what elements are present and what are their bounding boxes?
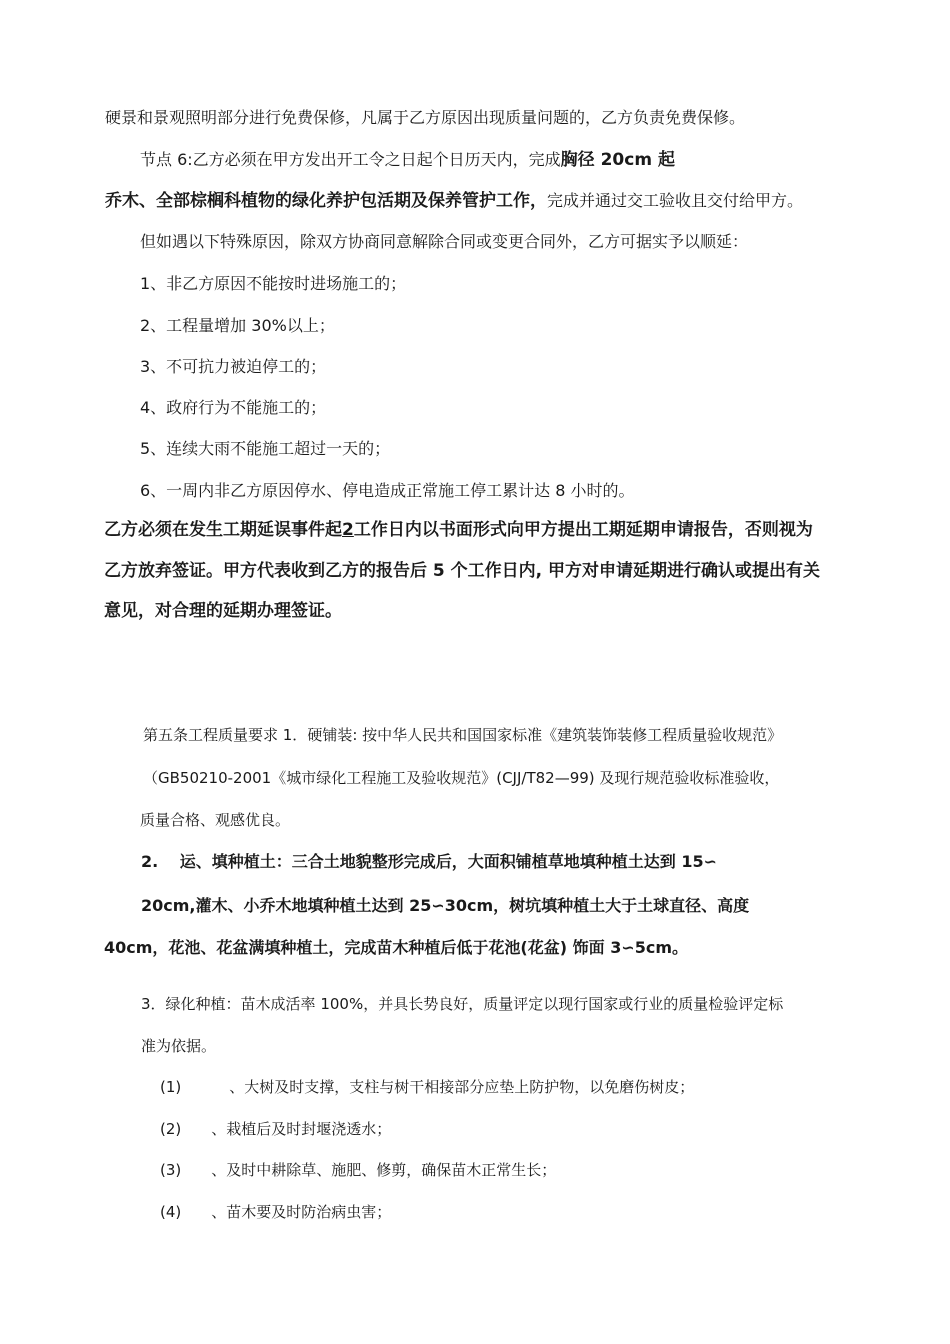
sub-item-text: 、大树及时支撑，支柱与树干相接部分应垫上防护物，以免磨伤树皮； [229,1078,695,1096]
list-item: 2、工程量增加 30%以上； [140,316,335,335]
paragraph-delay-line2: 乙方放弃签证。甲方代表收到乙方的报告后 5 个工作日内, 甲方对申请延期进行确认或提出有关 [104,561,821,581]
node6-bold-text: 胸径 20cm 起 [560,150,675,170]
delay-days-number: 2 [342,520,354,540]
article5-line2: （GB50210-2001《城市绿化工程施工及验收规范》(CJJ/T82—99) 及现行规范验收标准验收， [143,769,780,787]
sub-item-text: 、及时中耕除草、施肥、修剪，确保苗木正常生长； [211,1161,557,1179]
paragraph-delay-line3: 意见，对合理的延期办理签证。 [104,601,342,621]
list-item: 4、政府行为不能施工的； [140,398,327,417]
list-item: 5、连续大雨不能施工超过一天的； [140,439,391,458]
item2-line1: 2. 运、填种植土：三合土地貌整形完成后，大面积铺植草地填种植土达到 15∽ [141,852,718,871]
sub-item-number: (2) [160,1120,182,1138]
sub-item-text: 、栽植后及时封堰浇透水； [211,1120,392,1138]
article5-heading-line: 第五条工程质量要求 1．硬铺装: 按中华人民共和国国家标准《建筑装饰装修工程质量验收规范》 [143,726,783,744]
sub-item-2 [160,1117,391,1141]
sub-item-1 [160,1075,694,1099]
paragraph-delay-line1 [104,518,813,542]
sub-item-number: (3) [160,1161,182,1179]
sub-item-text: 、苗木要及时防治病虫害； [211,1203,392,1221]
delay-text-2: 工作日内以书面形式向甲方提出工期延期申请报告，否则视为 [353,520,813,540]
paragraph-exceptions-intro: 但如遇以下特殊原因，除双方协商同意解除合同或变更合同外，乙方可据实予以顺延： [140,232,749,251]
item3-line1: 3．绿化种植：苗木成活率 100%，并具长势良好，质量评定以现行国家或行业的质量检验评定标 [141,995,784,1013]
paragraph-node6-line1 [140,148,675,172]
list-item: 3、不可抗力被迫停工的； [140,357,327,376]
item2-line3: 40cm，花池、花盆满填种植土，完成苗木种植后低于花池(花盆) 饰面 3∽5cm。 [104,938,689,957]
sub-item-number: (1) [160,1078,182,1096]
paragraph-warranty-line: 硬景和景观照明部分进行免费保修，凡属于乙方原因出现质量问题的，乙方负责免费保修。 [105,108,746,127]
list-item: 1、非乙方原因不能按时进场施工的； [140,274,407,293]
delay-text: 乙方必须在发生工期延误事件起 [104,520,342,540]
sub-item-4 [160,1200,391,1224]
article5-line3: 质量合格、观感优良。 [140,811,291,829]
sub-item-number: (4) [160,1203,182,1221]
item3-line2: 准为依据。 [141,1037,217,1055]
list-item: 6、一周内非乙方原因停水、停电造成正常施工停工累计达 8 小时的。 [140,481,635,500]
sub-item-3 [160,1158,556,1182]
node6-text-2: 完成并通过交工验收且交付给甲方。 [547,191,804,210]
node6-bold-text-2: 乔木、全部棕榈科植物的绿化养护包活期及保养管护工作， [105,191,547,211]
node6-text: 节点 6:乙方必须在甲方发出开工令之日起个日历天内，完成 [140,150,561,169]
paragraph-node6-line2 [105,189,803,213]
item2-line2: 20cm,灌木、小乔木地填种植土达到 25∽30cm，树坑填种植土大于土球直径、高度 [141,896,750,915]
